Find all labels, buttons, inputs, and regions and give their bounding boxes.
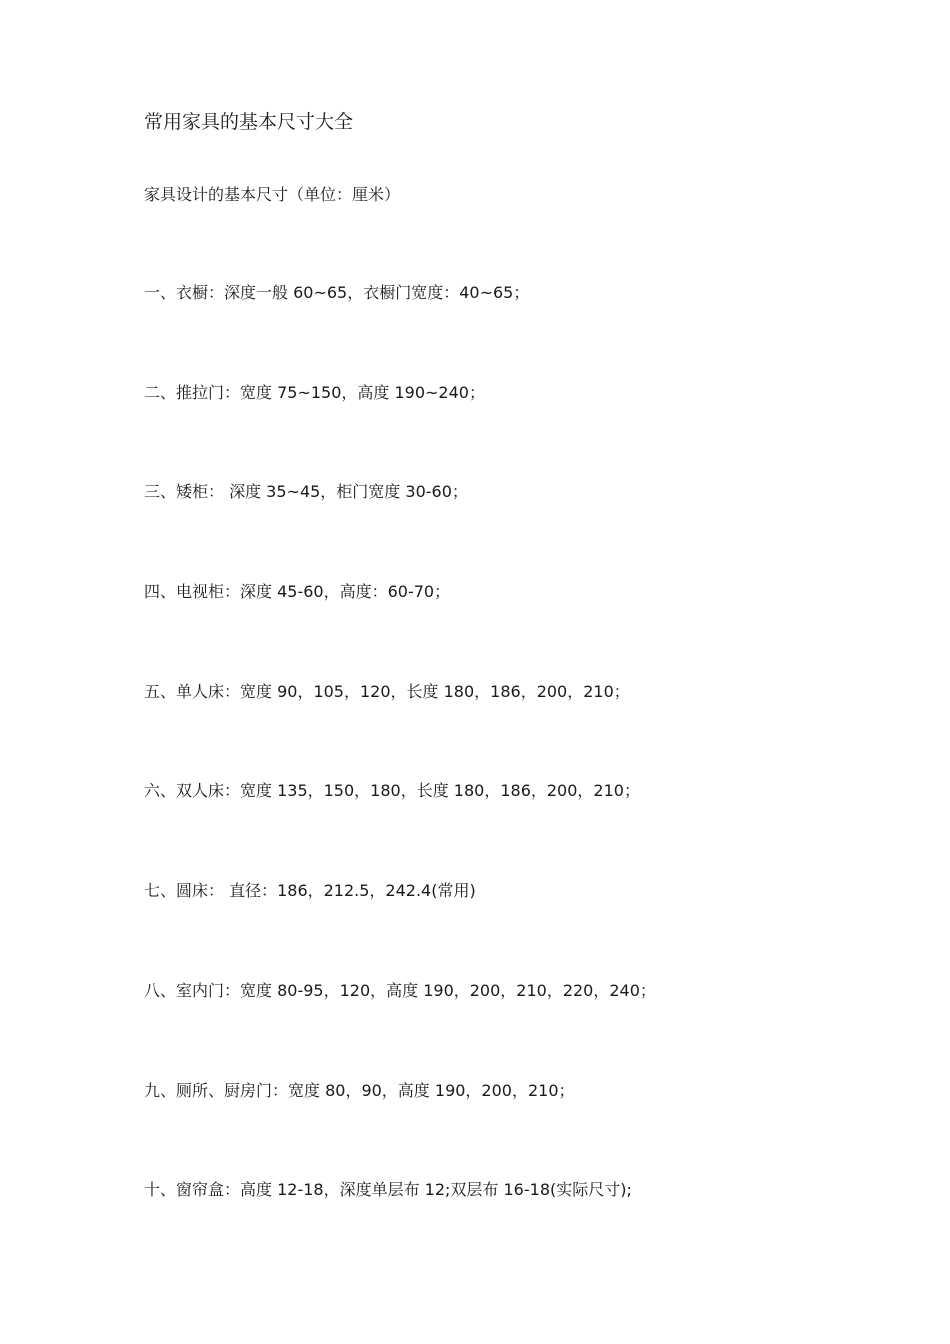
list-item: 七、圆床： 直径：186，212.5，242.4(常用) (144, 881, 476, 901)
list-item: 八、室内门：宽度 80-95，120，高度 190，200，210，220，240； (144, 980, 656, 1000)
document-subtitle: 家具设计的基本尺寸（单位：厘米） (144, 185, 401, 204)
list-item: 五、单人床：宽度 90，105，120，长度 180，186，200，210； (144, 681, 630, 701)
list-item: 六、双人床：宽度 135，150，180，长度 180，186，200，210； (144, 781, 640, 801)
list-item: 一、衣橱：深度一般 60~65，衣橱门宽度：40~65； (144, 283, 530, 302)
document-title: 常用家具的基本尺寸大全 (144, 111, 354, 133)
list-item: 十、窗帘盒：高度 12-18，深度单层布 12;双层布 16-18(实际尺寸); (144, 1180, 632, 1200)
list-item: 四、电视柜：深度 45-60，高度：60-70； (144, 582, 451, 602)
list-item: 三、矮柜： 深度 35~45，柜门宽度 30-60； (144, 482, 468, 502)
list-item: 九、厕所、厨房门：宽度 80，90，高度 190，200，210； (144, 1080, 575, 1100)
list-item: 二、推拉门：宽度 75~150，高度 190~240； (144, 382, 485, 402)
furniture-size-list (144, 282, 656, 1279)
